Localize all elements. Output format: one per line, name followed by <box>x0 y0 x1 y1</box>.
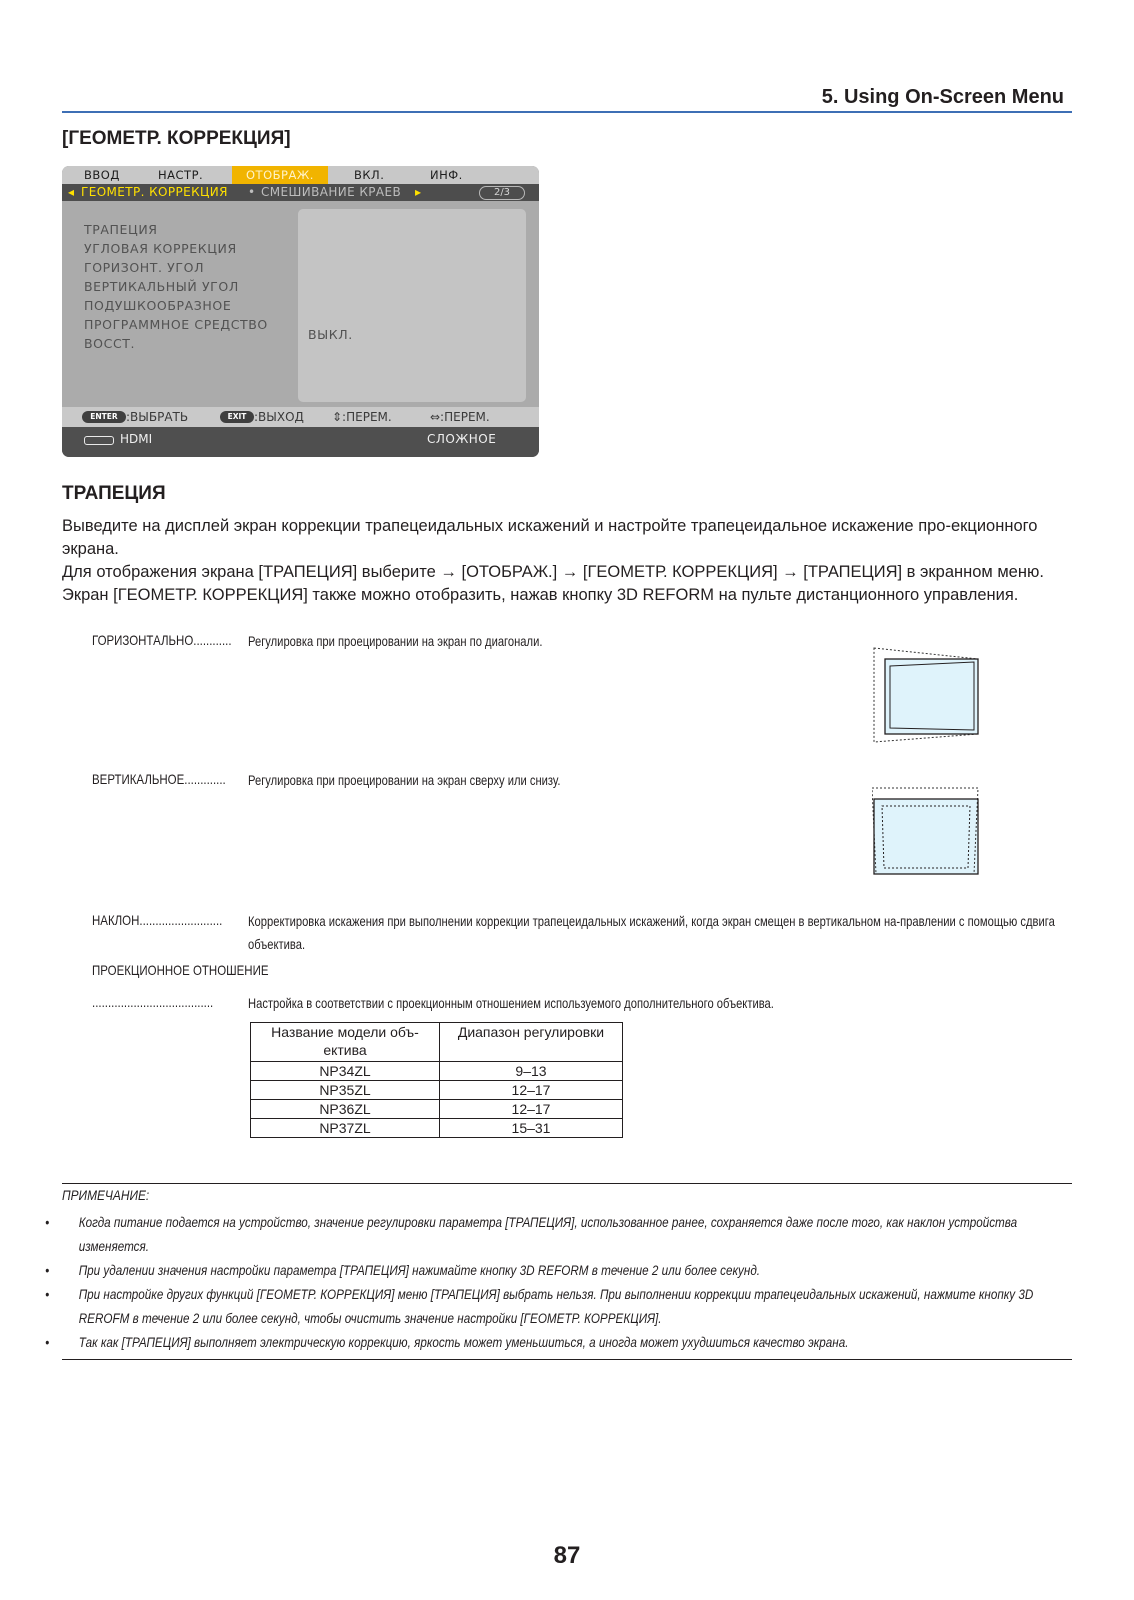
column-header-range: Диапазон регулировки <box>440 1023 623 1062</box>
notes-top-rule <box>62 1183 1072 1184</box>
help-exit: :ВЫХОД <box>254 410 304 424</box>
submenu-separator: • <box>248 185 256 199</box>
table-cell-model: NP37ZL <box>251 1119 440 1138</box>
osd-item-list <box>62 201 539 407</box>
table-row <box>251 1081 623 1100</box>
note-item: • Когда питание подается на устройство, значение регулировки параметра [ТРАПЕЦИЯ], использованное ранее, сохраняется даже после того, как наклон устройства изменяется. <box>45 1214 1018 1254</box>
menu-path-paragraph: Для отображения экрана [ТРАПЕЦИЯ] выберите → [ОТОБРАЖ.] → [ГЕОМЕТР. КОРРЕКЦИЯ] → [ТРАПЕЦИЯ] в экранном меню. <box>62 563 1044 581</box>
column-header-model: Название модели объ-ектива <box>251 1023 440 1062</box>
osd-item-pc-tool[interactable]: ПРОГРАММНОЕ СРЕДСТВО <box>84 317 268 332</box>
osd-tab-on[interactable]: ВКЛ. <box>354 168 385 182</box>
help-select: :ВЫБРАТЬ <box>126 410 189 424</box>
osd-tab-input[interactable]: ВВОД <box>84 168 120 182</box>
osd-submenu-bar <box>62 184 539 201</box>
hdmi-icon <box>84 436 114 445</box>
note-item: • При настройке других функций [ГЕОМЕТР. КОРРЕКЦИЯ] меню [ТРАПЕЦИЯ] выбрать нельзя. При выполнении коррекции трапецеидальных искажений, нажмите кнопку 3D REROFM в течение 2 или более секунд, чтобы очистить значение настройки [ГЕОМЕТР. КОРРЕКЦИЯ]. <box>45 1286 1034 1326</box>
header-rule <box>62 111 1072 113</box>
osd-item-cornerstone[interactable]: УГЛОВАЯ КОРРЕКЦИЯ <box>84 241 237 256</box>
notes-title: ПРИМЕЧАНИЕ: <box>62 1187 150 1203</box>
osd-item-pincushion[interactable]: ПОДУШКООБРАЗНОЕ <box>84 298 232 313</box>
submenu-page-indicator: 2/3 <box>479 186 525 200</box>
throw-ratio-item-description: Настройка в соответствии с проекционным отношением используемого дополнительного объектива. <box>248 995 774 1011</box>
horizontal-keystone-diagram <box>872 646 988 744</box>
throw-ratio-item-label: ПРОЕКЦИОННОЕ ОТНОШЕНИЕ <box>92 962 269 978</box>
enter-key-icon: ENTER <box>82 411 126 423</box>
osd-item-vertical-corner[interactable]: ВЕРТИКАЛЬНЫЙ УГОЛ <box>84 279 239 294</box>
keystone-heading: ТРАПЕЦИЯ <box>62 483 166 504</box>
table-row <box>251 1119 623 1138</box>
table-row <box>251 1100 623 1119</box>
osd-item-horizontal-corner[interactable]: ГОРИЗОНТ. УГОЛ <box>84 260 205 275</box>
vertical-keystone-diagram <box>872 786 988 878</box>
horizontal-item-description: Регулировка при проецировании на экран по диагонали. <box>248 633 543 649</box>
source-label: HDMI <box>120 432 153 446</box>
table-cell-range: 9–13 <box>440 1062 623 1081</box>
osd-status-bar <box>62 427 539 457</box>
table-cell-model: NP36ZL <box>251 1100 440 1119</box>
submenu-right-arrow-icon[interactable]: ▸ <box>415 185 422 199</box>
table-cell-model: NP34ZL <box>251 1062 440 1081</box>
vertical-item-description: Регулировка при проецировании на экран сверху или снизу. <box>248 772 561 788</box>
menu-mode-label: СЛОЖНОЕ <box>427 432 497 446</box>
osd-tab-info[interactable]: ИНФ. <box>430 168 463 182</box>
exit-key-icon: EXIT <box>220 411 254 423</box>
submenu-current[interactable]: ГЕОМЕТР. КОРРЕКЦИЯ <box>81 185 228 199</box>
table-cell-range: 12–17 <box>440 1081 623 1100</box>
tilt-item-label: НАКЛОН.......................... <box>92 912 223 928</box>
table-header-row <box>251 1023 623 1062</box>
osd-tab-bar <box>62 166 539 184</box>
table-row <box>251 1062 623 1081</box>
table-cell-model: NP35ZL <box>251 1081 440 1100</box>
note-item: • Так как [ТРАПЕЦИЯ] выполняет электрическую коррекцию, яркость может уменьшиться, а иногда может ухудшиться качество экрана. <box>45 1334 849 1350</box>
submenu-next[interactable]: СМЕШИВАНИЕ КРАЕВ <box>261 185 402 199</box>
vertical-item-label: ВЕРТИКАЛЬНОЕ............. <box>92 771 226 787</box>
notes-bottom-rule <box>62 1359 1072 1360</box>
osd-item-keystone[interactable]: ТРАПЕЦИЯ <box>84 222 158 237</box>
help-move-horizontal: ⇔:ПЕРЕМ. <box>430 410 490 424</box>
remote-paragraph: Экран [ГЕОМЕТР. КОРРЕКЦИЯ] также можно отобразить, нажав кнопку 3D REFORM на пульте дистанционного управления. <box>62 586 1019 604</box>
submenu-left-arrow-icon[interactable]: ◂ <box>68 185 75 199</box>
help-move-vertical: ⇕:ПЕРЕМ. <box>332 410 392 424</box>
osd-pc-tool-value: ВЫКЛ. <box>308 327 353 342</box>
lens-range-table <box>250 1022 623 1138</box>
section-title: [ГЕОМЕТР. КОРРЕКЦИЯ] <box>62 128 291 149</box>
osd-tab-display[interactable]: ОТОБРАЖ. <box>232 166 328 184</box>
page-number: 87 <box>553 1542 581 1569</box>
intro-paragraph: Выведите на дисплей экран коррекции трапецеидальных искажений и настройте трапецеидальное искажение про-екционного экрана. <box>62 517 1038 558</box>
table-cell-range: 12–17 <box>440 1100 623 1119</box>
horizontal-item-label: ГОРИЗОНТАЛЬНО............ <box>92 632 232 648</box>
table-cell-range: 15–31 <box>440 1119 623 1138</box>
osd-value-panel <box>298 209 526 402</box>
osd-help-bar <box>62 407 539 427</box>
osd-item-reset[interactable]: ВОССТ. <box>84 336 136 351</box>
note-item: • При удалении значения настройки параметра [ТРАПЕЦИЯ] нажимайте кнопку 3D REFORM в течение 2 или более секунд. <box>45 1262 761 1278</box>
chapter-title: 5. Using On-Screen Menu <box>821 86 1064 108</box>
osd-tab-setup[interactable]: НАСТР. <box>158 168 204 182</box>
throw-ratio-item-leader: ...................................... <box>92 994 214 1010</box>
osd-menu <box>62 166 539 457</box>
tilt-item-description: Корректировка искажения при выполнении коррекции трапецеидальных искажений, когда экран смещен в вертикальном на-правлении с помощью сдвига объектива. <box>248 913 1055 952</box>
